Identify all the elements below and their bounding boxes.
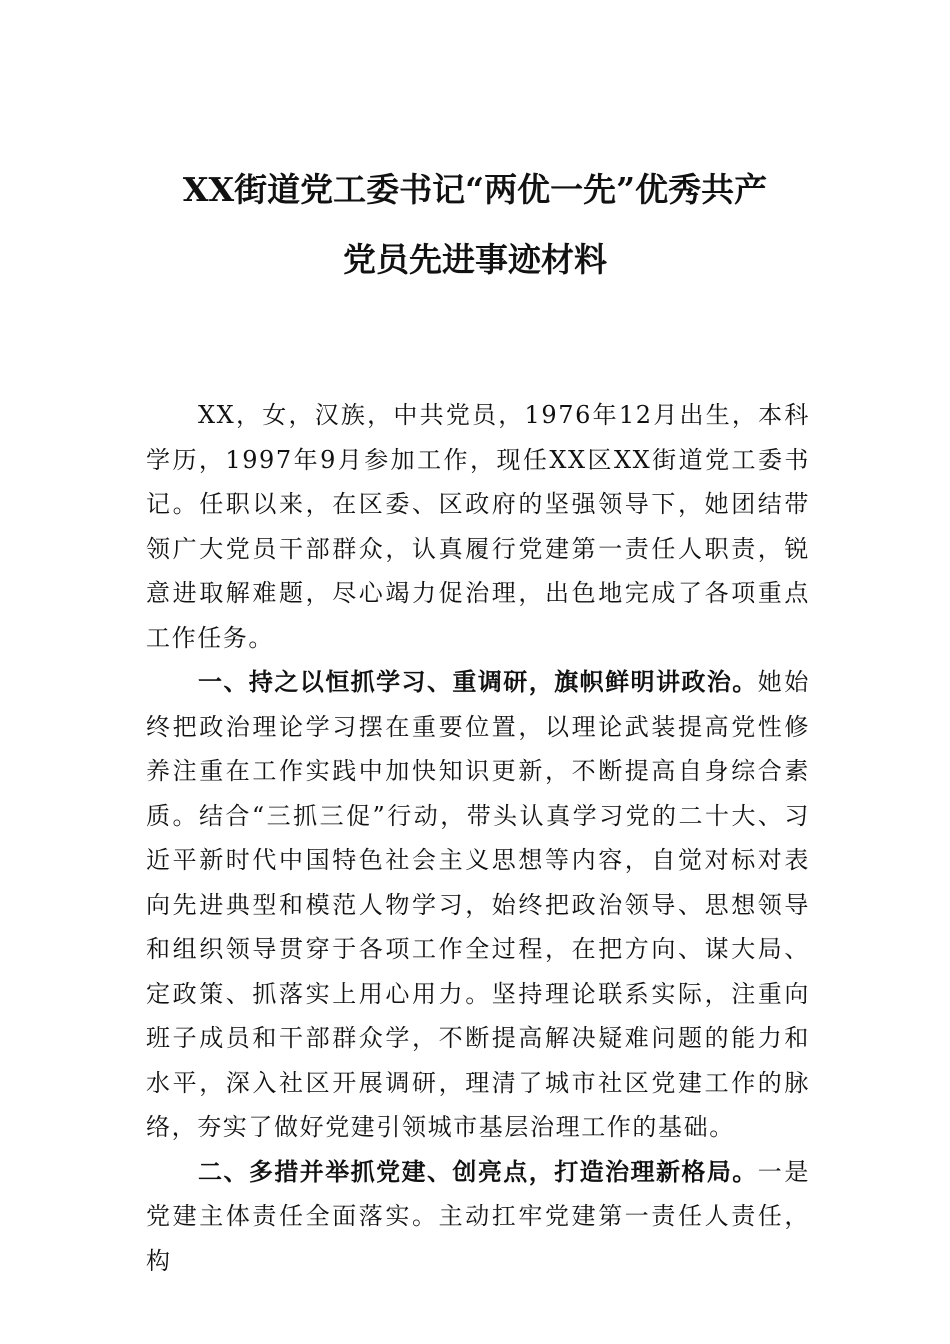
section-1-text: 她始终把政治理论学习摆在重要位置，以理论武装提高党性修养注重在工作实践中加快知识更新，不断提高自身综合素质。结合“三抓三促”行动，带头认真学习党的二十大、习近平新时代中国特色社会主义思想等内容，自觉对标对表向先进典型和模范人物学习，始终把政治领导、思想领导和组织领导贯穿于各项工作全过程，在把方向、谋大局、定政策、抓落实上用心用力。坚持理论联系实际，注重向班子成员和干部群众学，不断提高解决疑难问题的能力和水平，深入社区开展调研，理清了城市社区党建工作的脉络，夯实了做好党建引领城市基层治理工作的基础。 <box>146 668 810 1141</box>
document-body <box>146 393 810 1283</box>
paragraph-section-2 <box>146 1150 810 1284</box>
document-title-line-2: 党员先进事迹材料 <box>343 240 607 279</box>
section-1-heading: 一、持之以恒抓学习、重调研，旗帜鲜明讲政治。 <box>198 668 758 696</box>
paragraph-intro-text: XX，女，汉族，中共党员，1976年12月出生，本科学历，1997年9月参加工作，现任XX区XX街道党工委书记。任职以来，在区委、区政府的坚强领导下，她团结带领广大党员干部群众，认真履行党建第一责任人职责，锐意进取解难题，尽心竭力促治理，出色地完成了各项重点工作任务。 <box>146 401 810 652</box>
document-title-line-1: XX街道党工委书记“两优一先”优秀共产 <box>182 170 768 209</box>
paragraph-section-1 <box>146 660 810 1150</box>
section-2-heading: 二、多措并举抓党建、创亮点，打造治理新格局。 <box>198 1157 758 1186</box>
section-2-text: 一是党建主体责任全面落实。主动扛牢党建第一责任人责任，构 <box>146 1157 810 1275</box>
paragraph-intro <box>146 393 810 660</box>
